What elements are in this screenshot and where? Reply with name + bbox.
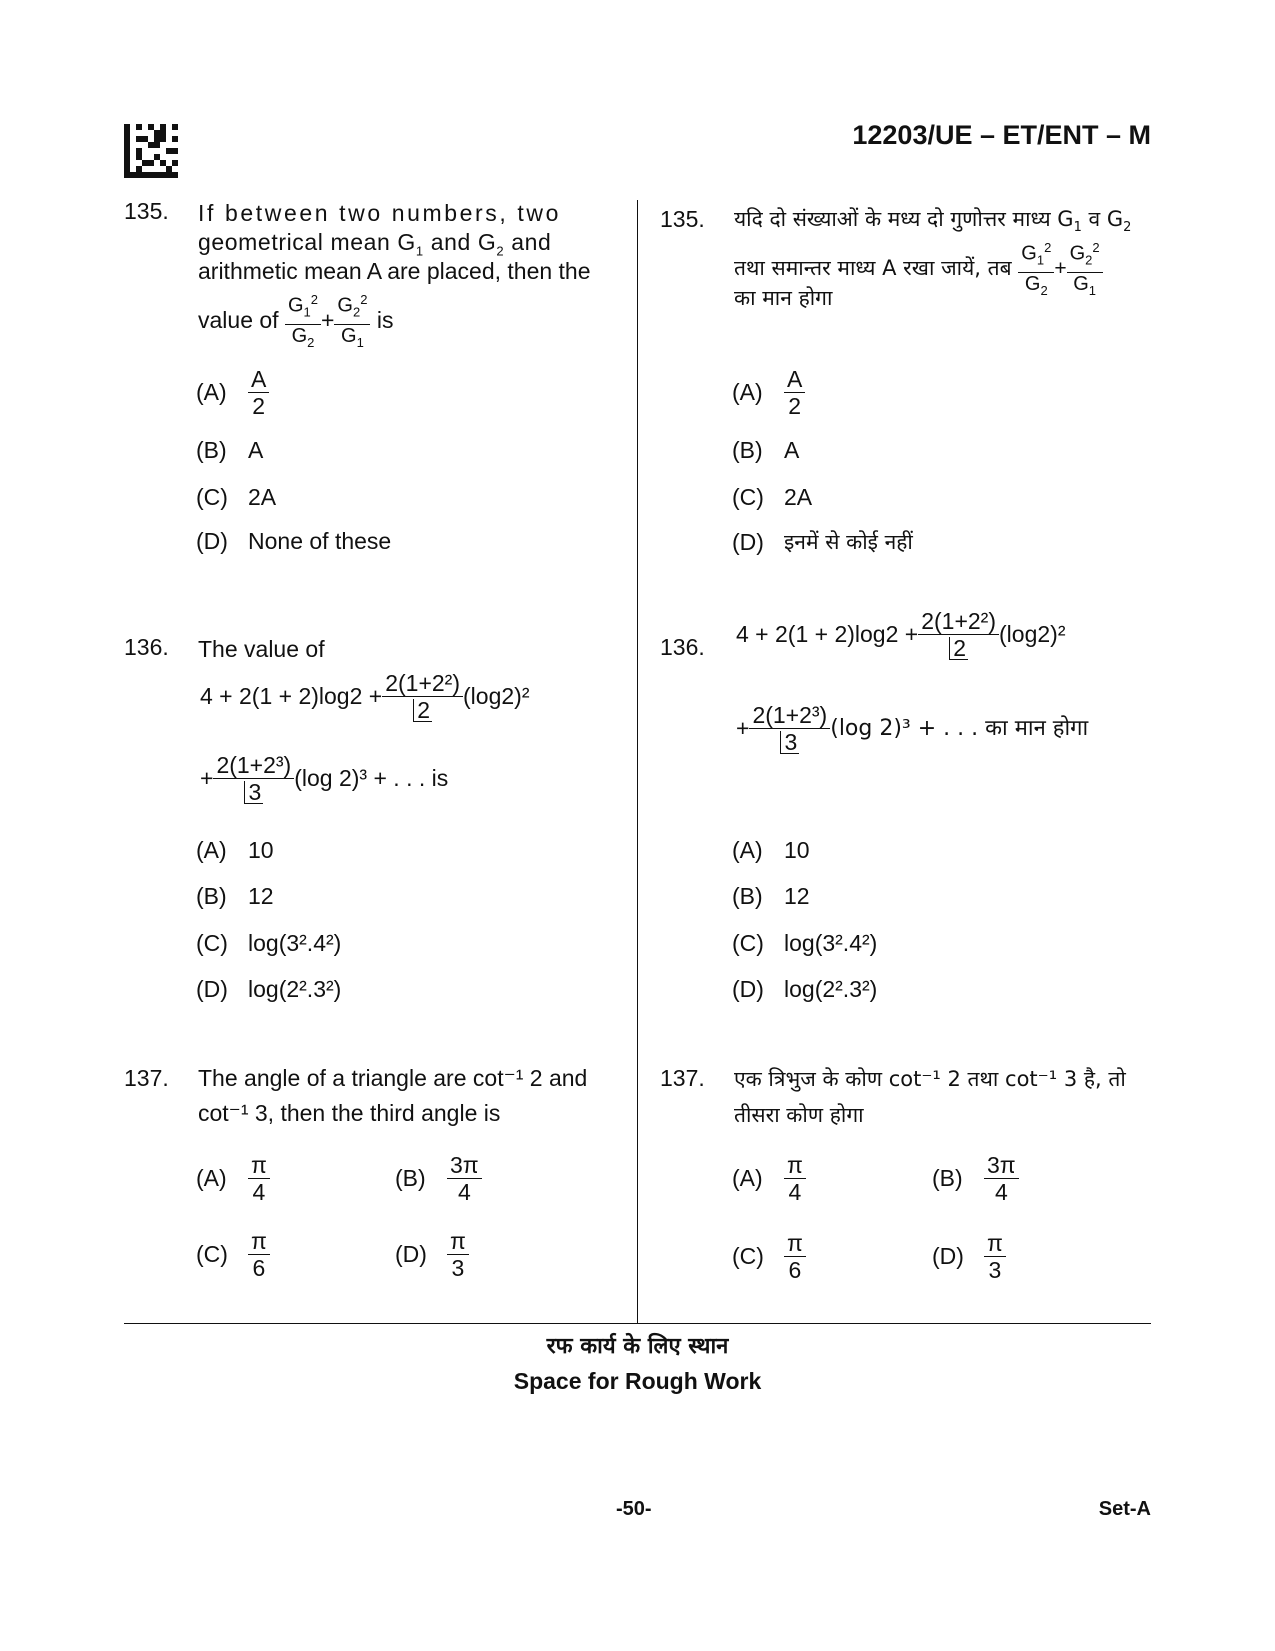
page-number: -50- (616, 1498, 652, 1520)
q135-hi-line1: यदि दो संख्याओं के मध्य दो गुणोत्तर माध्य $G_1$ व $G_2$ (734, 207, 1132, 236)
q135-hi-option-b[interactable]: (B) A (732, 437, 800, 463)
question-number-136-en: 136. (124, 634, 169, 660)
q137-hi-option-b[interactable]: (B) $\frac{3\pi}{4}$ (932, 1152, 1019, 1205)
q137-hi-option-c[interactable]: (C) $\frac{\pi}{6}$ (732, 1230, 806, 1283)
question-number-136-hi: 136. (660, 634, 705, 660)
q137-hi-option-d[interactable]: (D) $\frac{\pi}{3}$ (932, 1230, 1006, 1283)
q137-en-line2: cot⁻¹ 3, then the third angle is (198, 1100, 501, 1126)
column-divider (637, 200, 638, 1324)
rough-work-heading-english: Space for Rough Work (513, 1368, 762, 1394)
q135-hi-line3: का मान होगा (734, 286, 833, 310)
q136-en-option-d[interactable]: (D) log(2².3²) (196, 976, 342, 1002)
q136-hi-option-b[interactable]: (B) 12 (732, 883, 810, 909)
bottom-rule (124, 1323, 1151, 1324)
rough-work-heading-hindi: रफ कार्य के लिए स्थान (546, 1334, 729, 1359)
paper-code: 12203/UE – ET/ENT – M (852, 120, 1151, 150)
q136-hi-option-d[interactable]: (D) log(2².3²) (732, 976, 878, 1002)
q136-en-intro: The value of (198, 636, 325, 662)
q136-en-expression-2: + $\frac{\text{2(1+2³)}}{3}$ (log 2)³ + . . . is (200, 752, 449, 805)
q137-en-option-b[interactable]: (B) $\frac{3\pi}{4}$ (395, 1152, 482, 1205)
q136-en-option-b[interactable]: (B) 12 (196, 883, 274, 909)
q135-en-option-b[interactable]: (B) A (196, 437, 264, 463)
q136-hi-option-c[interactable]: (C) log(3².4²) (732, 930, 878, 956)
q135-en-option-a[interactable]: (A) $\frac{A}{2}$ (196, 366, 269, 419)
q135-en-line3: arithmetic mean A are placed, then the (198, 258, 591, 284)
q136-hi-expression-2: + $\frac{\text{2(1+2³)}}{3}$ (log 2)³ + . . . का मान होगा (736, 702, 1089, 755)
q135-en-option-c[interactable]: (C) 2A (196, 484, 277, 510)
q135-en-line2: geometrical mean $G_1$ and $G_2$ and (198, 229, 552, 259)
q137-en-line1: The angle of a triangle are cot⁻¹ 2 and (198, 1065, 588, 1091)
qr-code-icon (124, 124, 178, 178)
question-number-137-en: 137. (124, 1065, 169, 1091)
q137-en-option-a[interactable]: (A) $\frac{\pi}{4}$ (196, 1152, 270, 1205)
q135-hi-option-c[interactable]: (C) 2A (732, 484, 813, 510)
q136-en-option-c[interactable]: (C) log(3².4²) (196, 930, 342, 956)
q135-hi-line2: तथा समान्तर माध्य A रखा जायें, तब $\frac{G_1^2}{G_2}$ + $\frac{G_2^2}{G_1}$ (734, 236, 1103, 302)
q137-hi-line1: एक त्रिभुज के कोण cot⁻¹ 2 तथा cot⁻¹ 3 है, तो (734, 1067, 1126, 1091)
q135-en-line1: If between two numbers, two (198, 200, 561, 226)
q136-en-option-a[interactable]: (A) 10 (196, 837, 274, 863)
q136-hi-option-a[interactable]: (A) 10 (732, 837, 810, 863)
q135-en-expression: value of $\frac{G_1^2}{G_2}$ + $\frac{G_2^2}{G_1}$ is (198, 288, 393, 354)
question-number-135-hi: 135. (660, 206, 705, 232)
q135-hi-option-a[interactable]: (A) $\frac{A}{2}$ (732, 366, 805, 419)
q137-hi-option-a[interactable]: (A) $\frac{\pi}{4}$ (732, 1152, 806, 1205)
q136-hi-expression-1: 4 + 2(1 + 2)log2 + $\frac{\text{2(1+2²)}}{2}$ (log2)² (736, 608, 1066, 661)
q135-en-option-d[interactable]: (D) None of these (196, 528, 392, 554)
q135-hi-option-d[interactable]: (D) इनमें से कोई नहीं (732, 528, 913, 555)
q137-hi-line2: तीसरा कोण होगा (734, 1103, 864, 1127)
question-number-135-en: 135. (124, 198, 169, 224)
set-label: Set-A (1098, 1498, 1151, 1520)
q136-en-expression-1: 4 + 2(1 + 2)log2 + $\frac{\text{2(1+2²)}}{2}$ (log2)² (200, 670, 530, 723)
q137-en-option-c[interactable]: (C) $\frac{\pi}{6}$ (196, 1228, 270, 1281)
question-number-137-hi: 137. (660, 1065, 705, 1091)
q137-en-option-d[interactable]: (D) $\frac{\pi}{3}$ (395, 1228, 469, 1281)
